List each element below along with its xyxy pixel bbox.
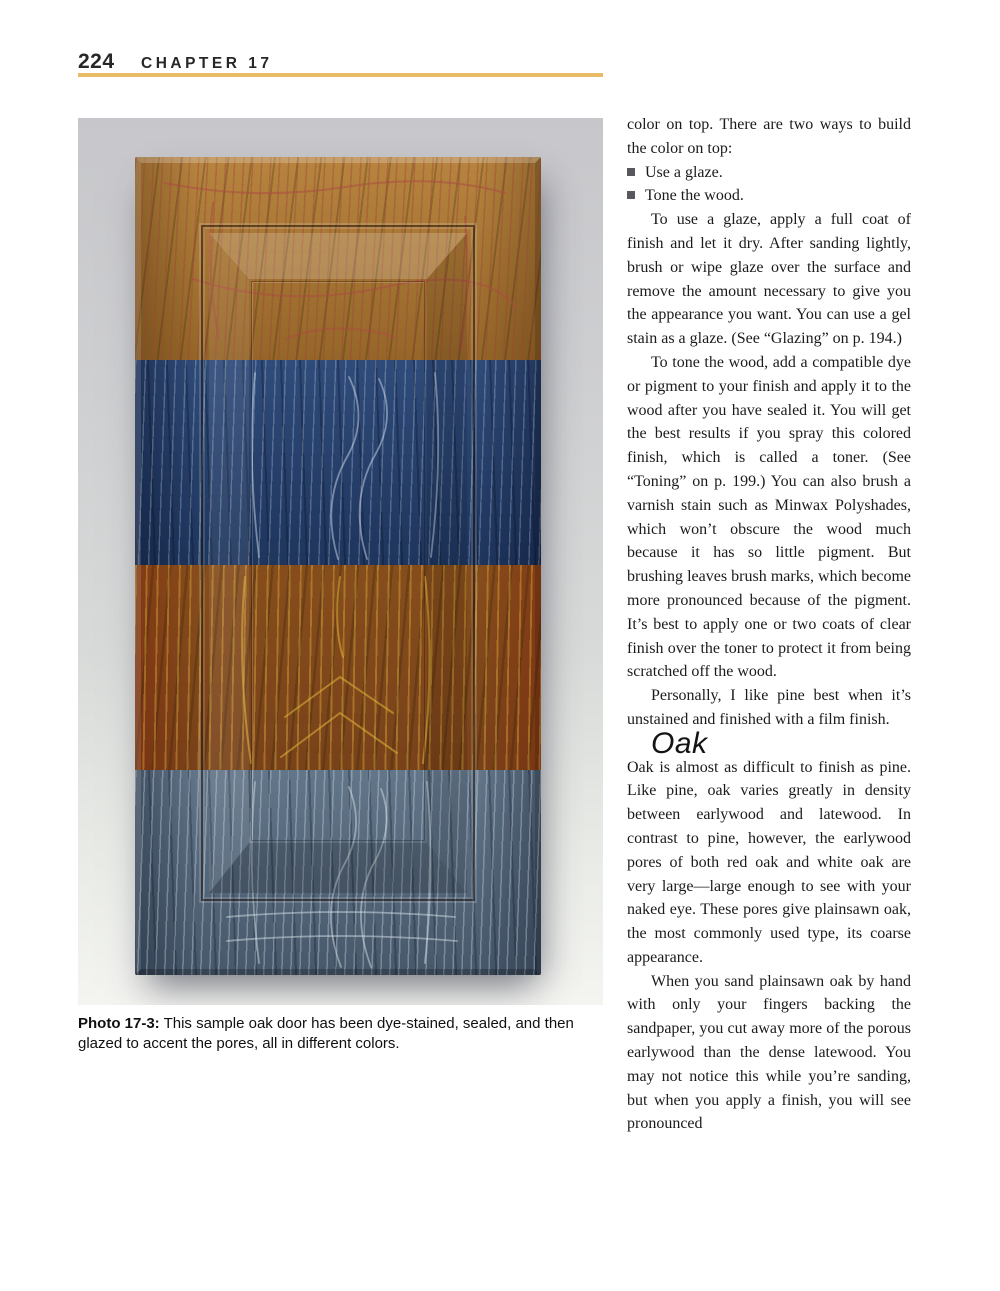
- paragraph-tone-wood: To tone the wood, add a compatible dye or pigment to your finish and apply it to the wood after you have sealed it. You will get the best results if you spray this colored finish, which is called a toner. (See “Toning” on p. 199.) You can also brush a varnish stain such as Minwax Polyshades, which won’t obscure the wood much because it has so little pigment. But brushing leaves brush marks, which become more pronounced because of the pigment. It’s best to apply one or two coats of clear finish over the toner to protect it from being scratched off the wood.: [627, 353, 911, 681]
- page-number: 224: [78, 50, 115, 73]
- header-rule: [78, 73, 603, 77]
- list-item: [627, 161, 911, 185]
- chapter-title: CHAPTER 17: [141, 55, 273, 72]
- list-item-label: Tone the wood.: [645, 187, 744, 205]
- photo-caption-text: This sample oak door has been dye-stained, sealed, and then glazed to accent the pores, all in different colors.: [78, 1015, 574, 1052]
- paragraph-oak-intro: Oak is almost as difficult to finish as pine. Like pine, oak varies greatly in density between earlywood and latewood. In contrast to pine, however, the earlywood pores of both red oak and white oak are very large—large enough to see with your naked eye. These pores give plainsawn oak, the most commonly used type, its coarse appearance.: [627, 758, 911, 966]
- paragraph-oak-sanding: When you sand plainsawn oak by hand with only your fingers backing the sandpaper, you cut away more of the porous earlywood than the dense latewood. You may not notice this while you’re sanding, but when you apply a finish, you will see pronounced: [627, 972, 911, 1133]
- section-heading-oak: Oak: [651, 726, 708, 760]
- paragraph-personally: Personally, I like pine best when it’s unstained and finished with a film finish.: [627, 687, 911, 728]
- paragraph-continuation: color on top. There are two ways to build the color on top:: [627, 116, 911, 157]
- oak-door: [135, 157, 541, 975]
- wood-grain-overlay: [135, 157, 541, 975]
- body-text-column: [627, 113, 911, 1136]
- square-bullet-icon: [627, 191, 635, 199]
- photo-caption-label: Photo 17-3:: [78, 1015, 160, 1032]
- photo-oak-door: [78, 118, 603, 1005]
- photo-caption: [78, 1014, 613, 1054]
- paragraph-use-glaze: To use a glaze, apply a full coat of finish and let it dry. After sanding lightly, brush or wipe glaze over the surface and remove the amount necessary to give you the appearance you want. You can use a gel stain as a glaze. (See “Glazing” on p. 194.): [627, 211, 911, 348]
- square-bullet-icon: [627, 168, 635, 176]
- list-item: [627, 184, 911, 208]
- list-item-label: Use a glaze.: [645, 163, 723, 181]
